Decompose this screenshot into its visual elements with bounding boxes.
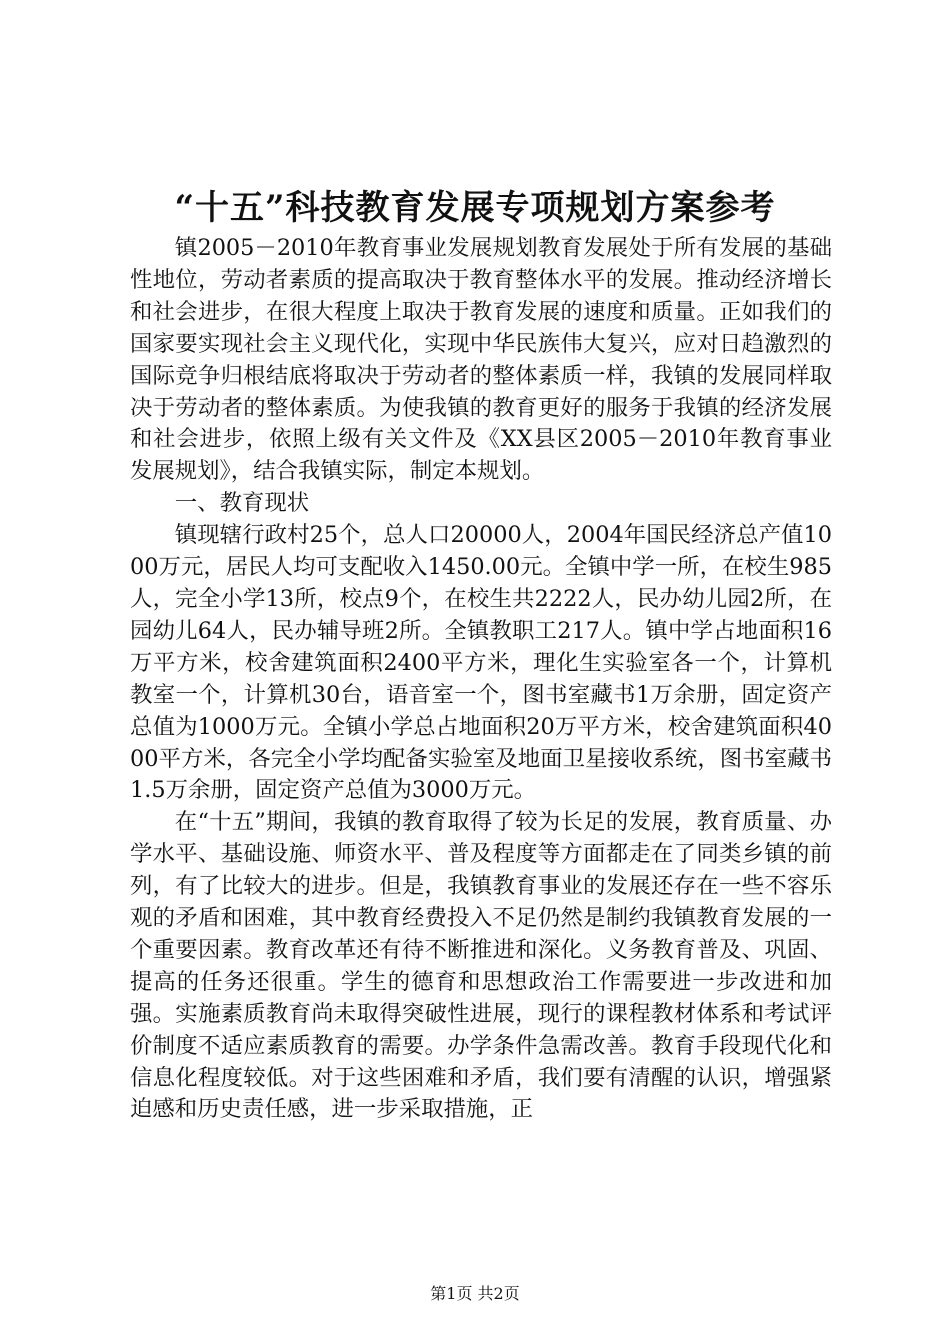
page-number-footer: 第1页 共2页	[430, 1284, 520, 1303]
section-heading: 一、教育现状	[174, 490, 310, 517]
document-title: “十五”科技教育发展专项规划方案参考	[174, 188, 776, 228]
paragraph-intro: 镇2005－2010年教育事业发展规划教育发展处于所有发展的基础性地位，劳动者素质的提高取决于教育整体水平的发展。推动经济增长和社会进步，在很大程度上取决于教育发展的速度和质量。正如我们的国家要实现社会主义现代化，实现中华民族伟大复兴，应对日趋激烈的国际竞争归根结底将取决于劳动者的整体素质一样，我镇的发展同样取决于劳动者的整体素质。为使我镇的教育更好的服务于我镇的经济发展和社会进步，依照上级有关文件及《XX县区2005－2010年教育事业发展规划》，结合我镇实际，制定本规划。	[130, 235, 832, 485]
document-body	[130, 233, 832, 1126]
paragraph-status: 镇现辖行政村25个，总人口20000人，2004年国民经济总产值1000万元，居民人均可支配收入1450.00元。全镇中学一所，在校生985人，完全小学13所，校点9个，在校生共2222人，民办幼儿园2所，在园幼儿64人，民办辅导班2所。全镇教职工217人。镇中学占地面积16万平方米，校舍建筑面积2400平方米，理化生实验室各一个，计算机教室一个，计算机30台，语音室一个，图书室藏书1万余册，固定资产总值为1000万元。全镇小学总占地面积20万平方米，校舍建筑面积4000平方米，各完全小学均配备实验室及地面卫星接收系统，图书室藏书1.5万余册，固定资产总值为3000万元。	[130, 522, 832, 804]
paragraph-progress: 在“十五”期间，我镇的教育取得了较为长足的发展，教育质量、办学水平、基础设施、师资水平、普及程度等方面都走在了同类乡镇的前列，有了比较大的进步。但是，我镇教育事业的发展还存在一些不容乐观的矛盾和困难，其中教育经费投入不足仍然是制约我镇教育发展的一个重要因素。教育改革还有待不断推进和深化。义务教育普及、巩固、提高的任务还很重。学生的德育和思想政治工作需要进一步改进和加强。实施素质教育尚未取得突破性进展，现行的课程教材体系和考试评价制度不适应素质教育的需要。办学条件急需改善。教育手段现代化和信息化程度较低。对于这些困难和矛盾，我们要有清醒的认识，增强紧迫感和历史责任感，进一步采取措施，正	[130, 809, 832, 1123]
